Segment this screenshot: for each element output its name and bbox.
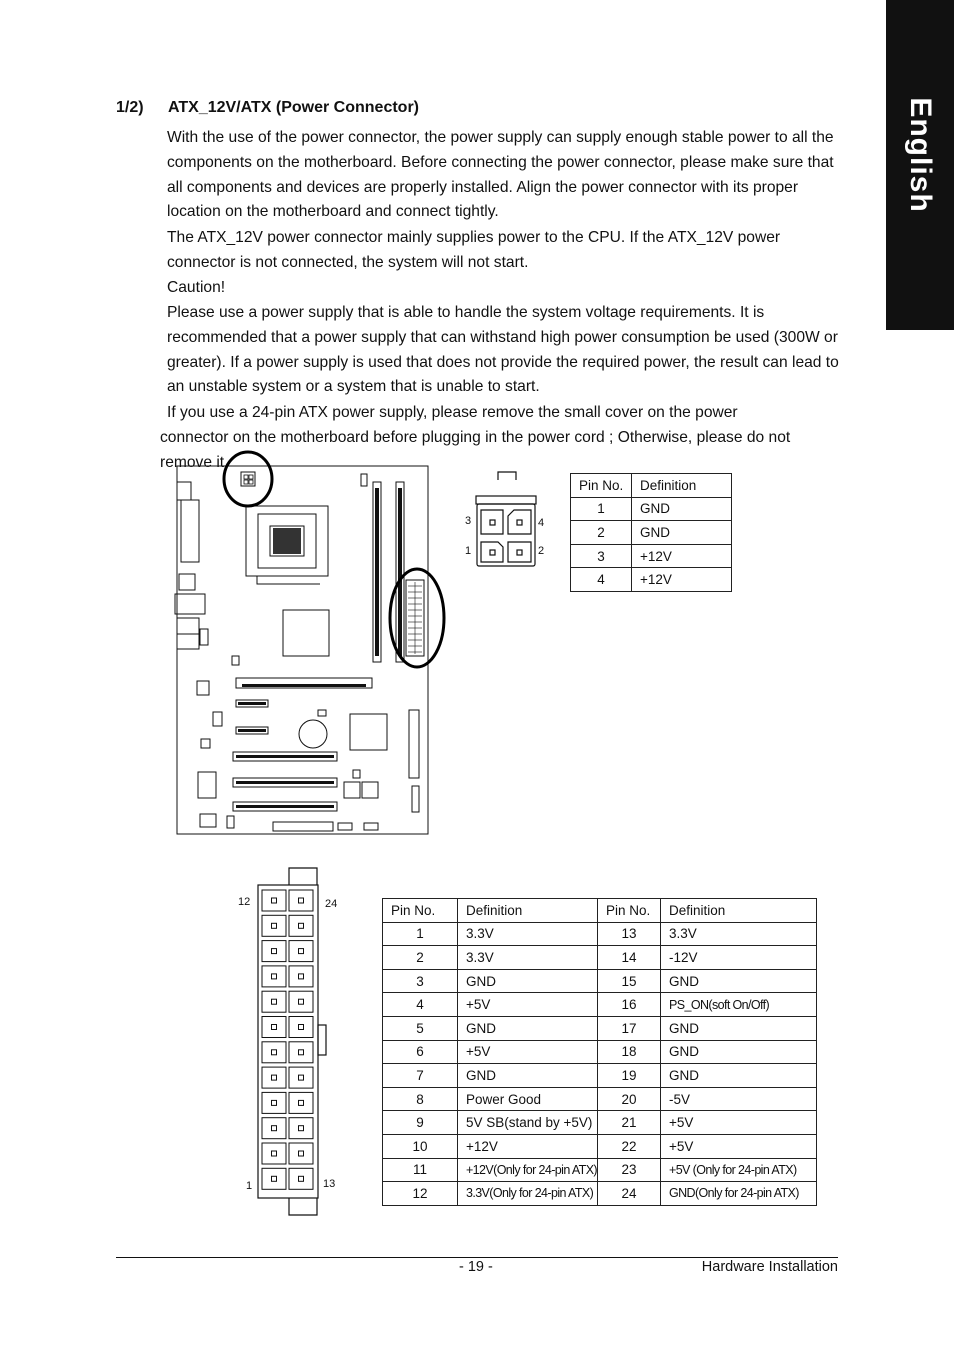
table-row — [383, 922, 598, 946]
pin-definition: GND — [661, 1016, 817, 1040]
connector-pin-cell — [262, 890, 286, 911]
pin-definition: GND — [457, 1064, 597, 1088]
table-row — [571, 568, 732, 592]
motherboard-diagram — [170, 448, 455, 840]
table-row — [571, 497, 732, 521]
pin-definition: +12V — [632, 568, 732, 592]
pin-number: 9 — [383, 1111, 458, 1135]
connector-pin-cell — [289, 1118, 313, 1139]
pin-definition: 3.3V(Only for 24-pin ATX) — [457, 1182, 597, 1206]
pin-number: 1 — [571, 497, 632, 521]
pin-definition: GND — [632, 521, 732, 545]
table-row — [598, 1134, 817, 1158]
pin-definition: PS_ON(soft On/Off) — [661, 993, 817, 1017]
atx12v-pin-label-2: 2 — [538, 545, 545, 557]
intro-paragraph: With the use of the power connector, the power supply can supply enough stable power to all the components on the motherboard. Before connecting the power connector, please make sure that all components and devices are properly installed. Align the power connector with its proper location on the motherboard and connect tightly. — [167, 129, 834, 221]
caution-label: Caution! — [167, 279, 226, 296]
connector-pin-cell — [289, 1168, 313, 1189]
pin-definition: GND — [661, 1064, 817, 1088]
connector-pin-hole — [299, 1025, 304, 1030]
connector-pin-hole — [272, 1176, 277, 1181]
connector-pin-cell — [262, 941, 286, 962]
footer-section-title: Hardware Installation — [701, 1259, 838, 1275]
table-row — [598, 1016, 817, 1040]
table-row — [383, 993, 598, 1017]
connector-pin-cell — [262, 991, 286, 1012]
pin-number: 4 — [383, 993, 458, 1017]
table-row — [598, 1040, 817, 1064]
pin-number: 12 — [383, 1182, 458, 1206]
table-row — [598, 946, 817, 970]
pin-definition: 3.3V — [457, 922, 597, 946]
pin-number: 17 — [598, 1016, 661, 1040]
table-row — [383, 1134, 598, 1158]
table-row — [383, 1111, 598, 1135]
pin-definition: +5V — [661, 1111, 817, 1135]
connector-pin-hole — [272, 1126, 277, 1131]
atx12v-pin-label-1: 1 — [465, 545, 472, 557]
pin-number: 7 — [383, 1064, 458, 1088]
connector-pin-cell — [289, 1042, 313, 1063]
atx24-pin-label-12: 12 — [238, 896, 251, 908]
connector-pin-hole — [299, 1126, 304, 1131]
pin-definition: Power Good — [457, 1087, 597, 1111]
connector-pin-hole — [299, 923, 304, 928]
atx24-connector-diagram — [255, 865, 338, 1220]
table-header-row — [598, 899, 817, 923]
pin-number: 1 — [383, 922, 458, 946]
atx24-pin-label-1: 1 — [246, 1180, 253, 1192]
pin-definition: +5V — [661, 1134, 817, 1158]
atx12v-paragraph: The ATX_12V power connector mainly supplies power to the CPU. If the ATX_12V power connector is not connected, the system will not start. — [167, 229, 781, 271]
pin-number: 13 — [598, 922, 661, 946]
atx24-pin-table-left — [382, 898, 598, 1206]
connector-pin-hole — [272, 1151, 277, 1156]
language-side-tab — [886, 0, 954, 330]
pin-definition: -12V — [661, 946, 817, 970]
connector-pin-cell — [262, 1143, 286, 1164]
pin-number: 20 — [598, 1087, 661, 1111]
connector-pin-cell — [289, 1092, 313, 1113]
language-label: English — [904, 97, 937, 213]
pin-number: 23 — [598, 1158, 661, 1182]
connector-pin-hole — [272, 898, 277, 903]
connector-pin-cell — [289, 941, 313, 962]
pin-definition: +5V — [457, 1040, 597, 1064]
pin-number: 19 — [598, 1064, 661, 1088]
pin-number: 8 — [383, 1087, 458, 1111]
section-title: ATX_12V/ATX (Power Connector) — [168, 99, 419, 116]
atx12v-pin-table — [570, 473, 732, 592]
definition-header: Definition — [661, 899, 817, 923]
table-row — [383, 946, 598, 970]
connector-pin-hole — [272, 1050, 277, 1055]
atx12v-connector-diagram — [475, 470, 540, 570]
connector-pin-cell — [262, 915, 286, 936]
pin-number: 2 — [571, 521, 632, 545]
connector-pin-cell — [262, 966, 286, 987]
connector-pin-hole — [272, 1100, 277, 1105]
pin-definition: +5V (Only for 24-pin ATX) — [661, 1158, 817, 1182]
connector-pin-cell — [262, 1042, 286, 1063]
atx24-pin-table-right — [597, 898, 817, 1206]
page-number: - 19 - — [459, 1259, 493, 1275]
connector-pin-cell — [262, 1118, 286, 1139]
table-row — [383, 1064, 598, 1088]
connector-pin-cell — [289, 915, 313, 936]
connector-pin-hole — [299, 1100, 304, 1105]
connector-pin-hole — [299, 1050, 304, 1055]
table-row — [598, 1064, 817, 1088]
pin-definition: -5V — [661, 1087, 817, 1111]
atx12v-pin-label-4: 4 — [538, 517, 545, 529]
connector-pin-cell — [262, 1017, 286, 1038]
footer-divider — [116, 1257, 838, 1258]
connector-pin-hole — [272, 923, 277, 928]
pin-number: 2 — [383, 946, 458, 970]
connector-pin-cell — [289, 890, 313, 911]
pin-number: 5 — [383, 1016, 458, 1040]
table-row — [598, 993, 817, 1017]
connector-pin-cell — [289, 1017, 313, 1038]
atx12v-pin-label-3: 3 — [465, 515, 472, 527]
table-row — [598, 969, 817, 993]
table-row — [383, 1016, 598, 1040]
pin-number: 16 — [598, 993, 661, 1017]
pin-definition: GND — [457, 1016, 597, 1040]
pin-definition: GND(Only for 24-pin ATX) — [661, 1182, 817, 1206]
pin-definition: +12V — [632, 544, 732, 568]
definition-header: Definition — [457, 899, 597, 923]
table-row — [598, 1087, 817, 1111]
connector-pin-hole — [299, 974, 304, 979]
table-row — [598, 1111, 817, 1135]
section-heading — [116, 99, 419, 117]
pin-definition: GND — [457, 969, 597, 993]
table-row — [598, 1158, 817, 1182]
pin-number: 24 — [598, 1182, 661, 1206]
table-row — [571, 544, 732, 568]
table-row — [383, 969, 598, 993]
pin-definition: GND — [661, 969, 817, 993]
pin-number: 11 — [383, 1158, 458, 1182]
connector-pin-hole — [299, 949, 304, 954]
pin-header: Pin No. — [571, 474, 632, 498]
connector-pin-cell — [262, 1168, 286, 1189]
pin-number: 3 — [571, 544, 632, 568]
table-row — [383, 1087, 598, 1111]
caution-paragraph: Please use a power supply that is able to handle the system voltage requirements. It is recommended that a power supply that can withstand high power consumption be used (300W or greater). If a power supply is used that does not provide the required power, the result can lead to an unstable system or a system that is unable to start. — [167, 304, 839, 396]
pin-definition: +12V — [457, 1134, 597, 1158]
connector-pin-cell — [262, 1067, 286, 1088]
pin-number: 10 — [383, 1134, 458, 1158]
pin-number: 22 — [598, 1134, 661, 1158]
connector-pin-hole — [299, 898, 304, 903]
table-row — [598, 1182, 817, 1206]
pin-number: 21 — [598, 1111, 661, 1135]
pin-definition: +12V(Only for 24-pin ATX) — [457, 1158, 597, 1182]
connector-pin-cell — [262, 1092, 286, 1113]
connector-pin-hole — [299, 1075, 304, 1080]
table-row — [598, 922, 817, 946]
connector-pin-hole — [272, 974, 277, 979]
pin-number: 4 — [571, 568, 632, 592]
24pin-paragraph: If you use a 24-pin ATX power supply, please remove the small cover on the power connector on the motherboard before plugging in the power cord ; Otherwise, please do not remove it. — [160, 404, 791, 471]
connector-pin-cell — [289, 966, 313, 987]
table-row — [383, 1040, 598, 1064]
connector-pin-hole — [272, 1075, 277, 1080]
pin-definition: GND — [632, 497, 732, 521]
table-row — [383, 1158, 598, 1182]
pin-definition: 5V SB(stand by +5V) — [457, 1111, 597, 1135]
atx24-pin-label-24: 24 — [325, 898, 338, 910]
atx24-pin-label-13: 13 — [323, 1178, 336, 1190]
connector-pin-hole — [299, 1151, 304, 1156]
pin-number: 14 — [598, 946, 661, 970]
pin-definition: GND — [661, 1040, 817, 1064]
connector-pin-hole — [299, 999, 304, 1004]
section-number: 1/2) — [116, 99, 144, 116]
connector-pin-hole — [272, 1025, 277, 1030]
pin-number: 3 — [383, 969, 458, 993]
pin-header: Pin No. — [383, 899, 458, 923]
pin-number: 18 — [598, 1040, 661, 1064]
definition-header: Definition — [632, 474, 732, 498]
pin-definition: +5V — [457, 993, 597, 1017]
connector-pin-hole — [299, 1176, 304, 1181]
table-header-row — [383, 899, 598, 923]
pin-definition: 3.3V — [457, 946, 597, 970]
pin-definition: 3.3V — [661, 922, 817, 946]
pin-number: 15 — [598, 969, 661, 993]
table-header-row — [571, 474, 732, 498]
pin-number: 6 — [383, 1040, 458, 1064]
table-row — [383, 1182, 598, 1206]
connector-pin-cell — [289, 1067, 313, 1088]
connector-pin-cell — [289, 1143, 313, 1164]
connector-pin-hole — [272, 949, 277, 954]
pin-header: Pin No. — [598, 899, 661, 923]
connector-pin-cell — [289, 991, 313, 1012]
connector-pin-hole — [272, 999, 277, 1004]
table-row — [571, 521, 732, 545]
